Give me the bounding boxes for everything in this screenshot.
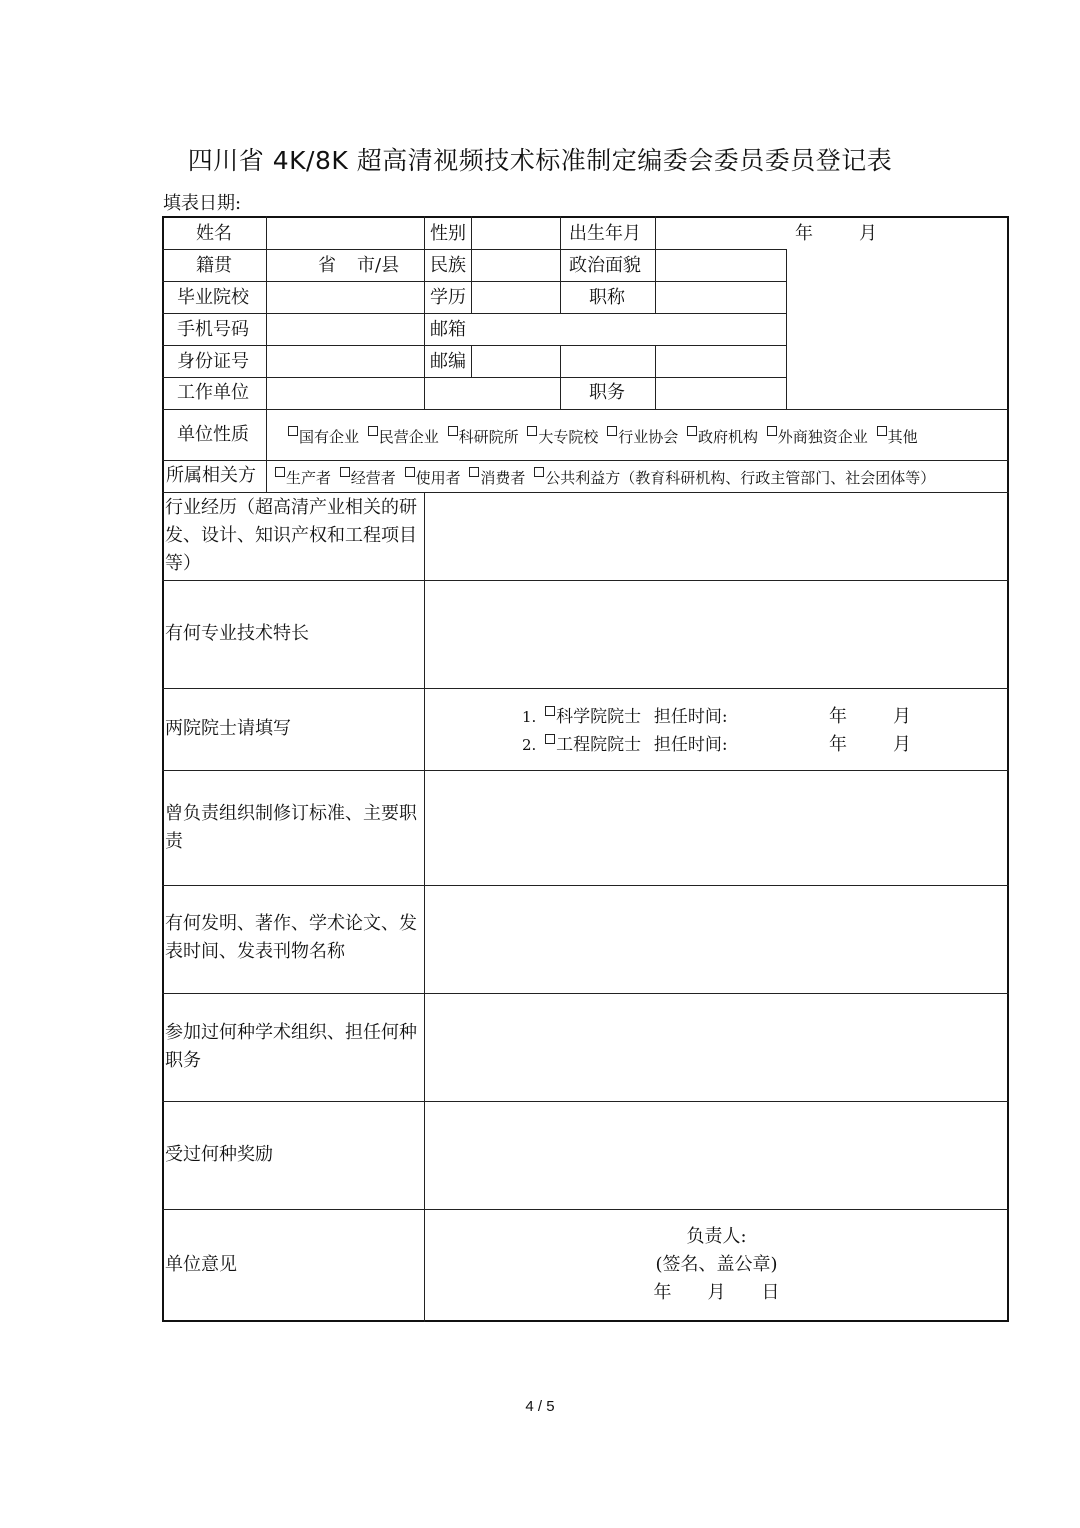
unit-nature-options: 国有企业 民营企业 科研院所 大专院校 行业协会 政府机构 外商独资企业 其他 [288, 426, 918, 448]
label-gender: 性别 [430, 223, 466, 244]
fill-date-label: 填表日期: [163, 193, 242, 214]
academician-option-2: 2. 工程院院士 担任时间: [522, 735, 728, 755]
native-province-unit: 省 [318, 255, 336, 276]
label-education: 学历 [430, 287, 466, 308]
checkbox-user[interactable] [405, 467, 415, 477]
checkbox-industry-association[interactable] [607, 426, 617, 436]
checkbox-consumer[interactable] [469, 467, 479, 477]
section-unit-opinion: 单位意见 [165, 1254, 237, 1275]
academician-1-year-unit: 年 [829, 706, 847, 727]
section-standards: 曾负责组织制修订标准、主要职责 [165, 803, 417, 852]
page-title: 四川省 4K/8K 超高清视频技术标准制定编委会委员委员登记表 [187, 146, 893, 175]
label-postcode: 邮编 [430, 351, 466, 372]
section-awards: 受过何种奖励 [165, 1144, 273, 1165]
label-employer: 工作单位 [177, 382, 249, 403]
label-birth: 出生年月 [569, 223, 641, 244]
checkbox-cas-academician[interactable] [545, 706, 555, 716]
opinion-responsible: 负责人: [686, 1226, 747, 1247]
label-native-place: 籍贯 [196, 255, 232, 276]
checkbox-private[interactable] [368, 426, 378, 436]
native-city-unit: 市/县 [357, 255, 400, 276]
label-political: 政治面貌 [569, 255, 641, 276]
label-email: 邮箱 [430, 319, 466, 340]
checkbox-research-institute[interactable] [448, 426, 458, 436]
checkbox-public-interest[interactable] [534, 467, 544, 477]
birth-month-unit: 月 [859, 223, 877, 244]
checkbox-operator[interactable] [340, 467, 350, 477]
page-number: 4 / 5 [525, 1398, 555, 1415]
label-phone: 手机号码 [177, 319, 249, 340]
opinion-sign: (签名、盖公章) [655, 1254, 778, 1275]
checkbox-government[interactable] [687, 426, 697, 436]
checkbox-cae-academician[interactable] [545, 734, 555, 744]
label-professional-title: 职称 [589, 287, 625, 308]
label-unit-nature: 单位性质 [177, 424, 249, 445]
label-position: 职务 [589, 382, 625, 403]
checkbox-producer[interactable] [275, 467, 285, 477]
birth-year-unit: 年 [795, 223, 813, 244]
label-party-type: 所属相关方 [166, 465, 256, 486]
section-expertise: 有何专业技术特长 [165, 623, 309, 644]
label-name: 姓名 [196, 223, 232, 244]
academician-2-month-unit: 月 [893, 734, 911, 755]
checkbox-state-owned[interactable] [288, 426, 298, 436]
academician-2-year-unit: 年 [829, 734, 847, 755]
academician-option-1: 1. 科学院院士 担任时间: [522, 707, 728, 727]
opinion-date: 年 月 日 [653, 1282, 780, 1303]
label-id-number: 身份证号 [177, 351, 249, 372]
label-ethnicity: 民族 [430, 255, 466, 276]
academician-1-month-unit: 月 [893, 706, 911, 727]
checkbox-college[interactable] [527, 426, 537, 436]
section-publications: 有何发明、著作、学术论文、发表时间、发表刊物名称 [165, 913, 417, 962]
section-academician: 两院院士请填写 [165, 718, 291, 739]
checkbox-other[interactable] [877, 426, 887, 436]
section-organizations: 参加过何种学术组织、担任何种职务 [165, 1022, 417, 1071]
section-industry-experience: 行业经历（超高清产业相关的研发、设计、知识产权和工程项目等） [165, 497, 417, 574]
label-school: 毕业院校 [177, 287, 249, 308]
party-type-options: 生产者 经营者 使用者 消费者 公共利益方（教育科研机构、行政主管部门、社会团体等） [275, 467, 935, 489]
checkbox-foreign-owned[interactable] [767, 426, 777, 436]
